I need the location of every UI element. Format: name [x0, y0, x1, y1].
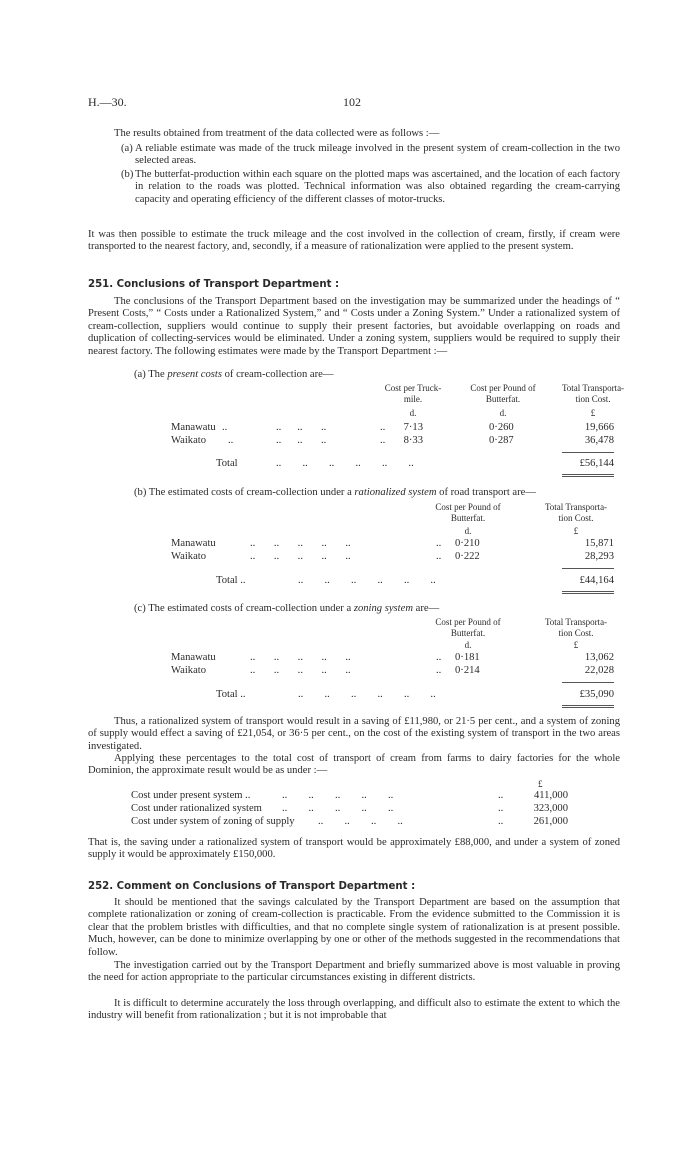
leader-dots: .. .. .. .. .. ..	[298, 575, 436, 586]
leader-dots: .. .. .. .. .. ..	[276, 458, 414, 469]
table-cell: 0·214	[455, 665, 480, 676]
intro-text: (c) The estimated costs of cream-collection under a	[134, 603, 354, 614]
section-heading-251: 251. Conclusions of Transport Department :	[88, 279, 340, 290]
subtotal-rule	[562, 568, 614, 569]
intro-item-a	[121, 143, 620, 168]
table-cell: 7·13	[403, 422, 423, 433]
page-number: 102	[343, 95, 361, 109]
unit-label: d.	[464, 526, 472, 536]
leader-dots: ..	[436, 652, 442, 663]
subtotal-rule	[562, 452, 614, 453]
section-252-paragraph-1: It should be mentioned that the savings calculated by the Transport Department are based on the assumption that complete rationalization or zoning of cream-collection is practicable. From the evidence submitted to the Commission it is clear that the problem bristles with difficulties, and that no complete single system of rationalization is at present possible. Much, however, can be done to minimize overlapping by one or other of the methods suggested in the recommendations that follow.	[88, 897, 620, 958]
table-cell: 28,293	[584, 551, 614, 562]
column-header: Total Transporta-tion Cost.	[544, 502, 608, 523]
leader-dots: .. .. .. .. ..	[282, 803, 394, 814]
cost-row-label: Cost under system of zoning of supply	[131, 816, 295, 827]
item-text: The butterfat-production within each square on the plotted maps was ascertained, and the location of each factory in relation to the roads was plotted. Technical information was also obtained regarding the cream-carrying capacity and operating efficiency of the different classes of motor-trucks.	[135, 169, 620, 205]
item-text: A reliable estimate was made of the truck mileage involved in the present system of cream-collection in the two selected areas.	[135, 143, 620, 167]
leader-dots: .. .. ..	[276, 422, 327, 433]
total-value: £44,164	[579, 575, 614, 586]
table-b-intro	[134, 487, 536, 499]
intro-lead: The results obtained from treatment of the data collected were as follows :—	[114, 128, 440, 139]
leader-dots: .. .. .. .. .. ..	[298, 689, 436, 700]
unit-label: £	[590, 408, 596, 418]
total-double-rule	[562, 591, 614, 594]
total-label: Total ..	[216, 575, 246, 586]
total-value: £35,090	[579, 689, 614, 700]
leader-dots: .. .. .. .. ..	[250, 652, 351, 663]
cost-row-label: Cost under rationalized system	[131, 803, 262, 814]
column-header: Cost per Pound of Butterfat.	[435, 617, 501, 638]
total-label: Total ..	[216, 689, 246, 700]
table-cell: 0·181	[455, 652, 480, 663]
intro-text: (b) The estimated costs of cream-collection under a	[134, 487, 355, 498]
unit-label: £	[573, 526, 579, 536]
section-251-paragraph: The conclusions of the Transport Department based on the investigation may be summarized under the headings of “ Present Costs,” “ Costs under a Rationalized System,” and “ Costs under a Zoning System.” Under a rationalized system of cream-collection, suppliers would continue to supply their present factories, but avoidable overlapping on roads and duplication of collecting-services would be eliminated. Under a zoning system, suppliers would be required to supply their nearest factory. The following estimates were made by the Transport Department :—	[88, 296, 620, 357]
leader-dots: ..	[380, 435, 386, 446]
table-cell: 19,666	[584, 422, 614, 433]
cost-row-value: 411,000	[533, 790, 568, 801]
total-value: £56,144	[579, 458, 614, 469]
leader-dots: .. .. .. .. ..	[250, 665, 351, 676]
intro-text: are—	[412, 603, 440, 614]
leader-dots: ..	[498, 803, 504, 814]
table-row-label: Manawatu	[171, 652, 216, 663]
table-cell: 0·287	[489, 435, 514, 446]
unit-label: £	[573, 640, 579, 650]
table-cell: 0·222	[455, 551, 480, 562]
table-cell: 8·33	[403, 435, 423, 446]
intro-item-b	[121, 169, 620, 206]
intro-emphasis: zoning system	[353, 603, 413, 614]
table-cell: 36,478	[584, 435, 614, 446]
table-row-label: Manawatu	[171, 538, 216, 549]
item-label: (a)	[121, 143, 133, 154]
subtotal-rule	[562, 682, 614, 683]
savings-paragraph: Thus, a rationalized system of transport would result in a saving of £11,980, or 21·5 per cent., and a system of zoning of supply would effect a saving of £21,054, or 36·5 per cent., on the cost of the existing system of transport in the two areas investigated.	[88, 716, 620, 752]
document-reference: H.—30.	[88, 95, 127, 109]
table-c-intro	[134, 603, 439, 615]
leader-dots: ..	[436, 538, 442, 549]
section-252-paragraph-3: It is difficult to determine accurately the loss through overlapping, and difficult also to estimate the extent to which the industry will benefit from rationalization ; but it is not improbable that	[88, 998, 620, 1022]
table-cell: 0·260	[489, 422, 514, 433]
leader-dots: ..	[436, 551, 442, 562]
total-double-rule	[562, 474, 614, 477]
leader-dots: ..	[436, 665, 442, 676]
intro-emphasis: present costs	[167, 369, 222, 380]
leader-dots: .. .. .. .. ..	[250, 551, 351, 562]
leader-dots: .. .. ..	[276, 435, 327, 446]
dominion-paragraph: Applying these percentages to the total cost of transport of cream from farms to dairy factories for the whole Dominion, the approximate result would be as under :—	[88, 753, 620, 777]
total-double-rule	[562, 705, 614, 708]
unit-label: £	[538, 779, 543, 789]
total-label: Total	[216, 458, 238, 469]
intro-emphasis: rationalized system	[354, 487, 437, 498]
column-header: Cost per Pound of Butterfat.	[435, 502, 501, 523]
table-cell: 15,871	[584, 538, 614, 549]
section-heading-252: 252. Comment on Conclusions of Transport Department :	[88, 881, 416, 892]
leader-dots: ..	[380, 422, 386, 433]
cost-row-label: Cost under present system ..	[131, 790, 251, 801]
saving-summary-paragraph: That is, the saving under a rationalized system of transport would be approximately £88,000, and under a system of zoned supply it would be approximately £150,000.	[88, 837, 620, 861]
table-cell: 22,028	[584, 665, 614, 676]
leader-dots: .. .. .. .. ..	[282, 790, 394, 801]
intro-text: (a) The	[134, 369, 168, 380]
leader-dots: ..	[228, 435, 234, 446]
table-cell: 0·210	[455, 538, 480, 549]
item-label: (b)	[121, 169, 134, 180]
unit-label: d.	[464, 640, 472, 650]
table-row-label: Waikato	[171, 665, 207, 676]
table-a-intro	[134, 369, 333, 381]
unit-label: d.	[409, 408, 417, 418]
leader-dots: ..	[222, 422, 228, 433]
table-row-label: Waikato	[171, 435, 207, 446]
table-cell: 13,062	[584, 652, 614, 663]
column-header: Total Transporta-tion Cost.	[544, 617, 608, 638]
table-row-label: Manawatu	[171, 422, 216, 433]
cost-row-value: 261,000	[533, 816, 568, 827]
column-header: Total Transporta-tion Cost.	[561, 383, 625, 404]
leader-dots: ..	[498, 816, 504, 827]
table-row-label: Waikato	[171, 551, 207, 562]
cost-row-value: 323,000	[533, 803, 568, 814]
intro-text: of road transport are—	[436, 487, 536, 498]
intro-text: of cream-collection are—	[221, 369, 334, 380]
intro-paragraph: It was then possible to estimate the truck mileage and the cost involved in the collection of cream, firstly, if cream were transported to the nearest factory, and, secondly, if a measure of rationalization were applied to the present system.	[88, 229, 620, 253]
leader-dots: .. .. .. ..	[318, 816, 403, 827]
section-252-paragraph-2: The investigation carried out by the Transport Department and briefly summarized above is most valuable in proving the need for action appropriate to the particular circumstances existing in different districts.	[88, 960, 620, 984]
leader-dots: ..	[498, 790, 504, 801]
leader-dots: .. .. .. .. ..	[250, 538, 351, 549]
unit-label: d.	[499, 408, 507, 418]
column-header: Cost per Pound of Butterfat.	[470, 383, 536, 404]
column-header: Cost per Truck-mile.	[384, 383, 442, 404]
